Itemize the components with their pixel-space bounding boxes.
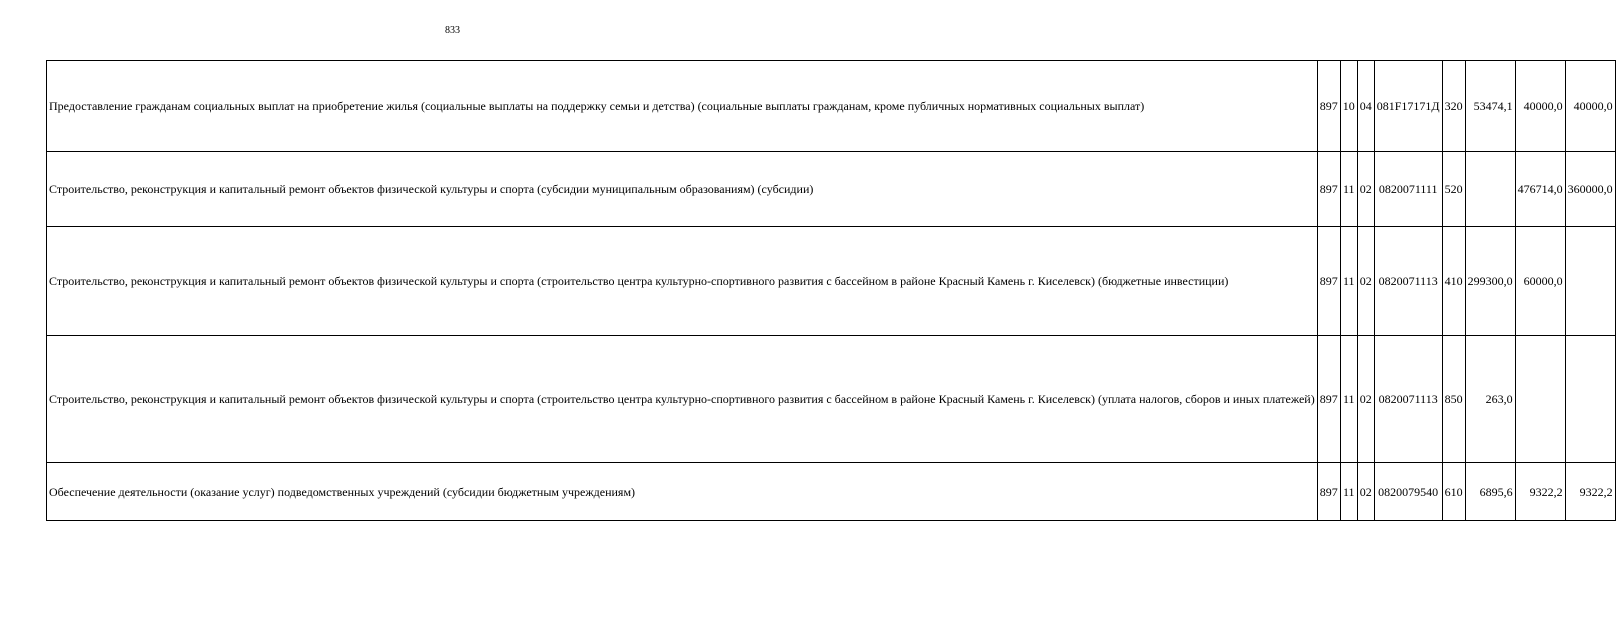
amount-year-2: 60000,0 [1515, 227, 1565, 336]
amount-year-1: 263,0 [1465, 336, 1515, 463]
table-row [47, 336, 1616, 463]
ministry-code: 897 [1317, 61, 1340, 152]
amount-year-2: 40000,0 [1515, 61, 1565, 152]
row-description: Обеспечение деятельности (оказание услуг) подведомственных учреждений (субсидии бюджетным учреждениям) [47, 463, 1318, 521]
target-article-code: 0820071111 [1374, 152, 1442, 227]
page-number: 833 [445, 25, 460, 36]
amount-year-3: 9322,2 [1565, 463, 1615, 521]
amount-year-2: 9322,2 [1515, 463, 1565, 521]
table-row [47, 61, 1616, 152]
row-description: Строительство, реконструкция и капитальный ремонт объектов физической культуры и спорта (строительство центра культурно-спортивного развития с бассейном в районе Красный Камень г. Киселевск) (бюджетные инвестиции) [47, 227, 1318, 336]
section-code: 11 [1340, 463, 1357, 521]
expense-type-code: 610 [1442, 463, 1465, 521]
ministry-code: 897 [1317, 152, 1340, 227]
target-article-code: 081F17171Д [1374, 61, 1442, 152]
subsection-code: 02 [1357, 152, 1374, 227]
subsection-code: 02 [1357, 336, 1374, 463]
expense-type-code: 410 [1442, 227, 1465, 336]
subsection-code: 02 [1357, 463, 1374, 521]
amount-year-3 [1565, 336, 1615, 463]
subsection-code: 02 [1357, 227, 1374, 336]
amount-year-3: 40000,0 [1565, 61, 1615, 152]
target-article-code: 0820071113 [1374, 336, 1442, 463]
amount-year-1: 53474,1 [1465, 61, 1515, 152]
amount-year-3: 360000,0 [1565, 152, 1615, 227]
amount-year-2: 476714,0 [1515, 152, 1565, 227]
target-article-code: 0820079540 [1374, 463, 1442, 521]
expense-type-code: 320 [1442, 61, 1465, 152]
target-article-code: 0820071113 [1374, 227, 1442, 336]
table-row [47, 463, 1616, 521]
amount-year-3 [1565, 227, 1615, 336]
expense-type-code: 850 [1442, 336, 1465, 463]
ministry-code: 897 [1317, 463, 1340, 521]
ministry-code: 897 [1317, 336, 1340, 463]
row-description: Строительство, реконструкция и капитальный ремонт объектов физической культуры и спорта (субсидии муниципальным образованиям) (субсидии) [47, 152, 1318, 227]
table-row [47, 227, 1616, 336]
section-code: 11 [1340, 336, 1357, 463]
row-description: Строительство, реконструкция и капитальный ремонт объектов физической культуры и спорта (строительство центра культурно-спортивного развития с бассейном в районе Красный Камень г. Киселевск) (уплата налогов, сборов и иных платежей) [47, 336, 1318, 463]
amount-year-1: 299300,0 [1465, 227, 1515, 336]
table-row [47, 152, 1616, 227]
section-code: 10 [1340, 61, 1357, 152]
budget-table [46, 60, 1616, 521]
expense-type-code: 520 [1442, 152, 1465, 227]
amount-year-2 [1515, 336, 1565, 463]
section-code: 11 [1340, 227, 1357, 336]
section-code: 11 [1340, 152, 1357, 227]
amount-year-1 [1465, 152, 1515, 227]
subsection-code: 04 [1357, 61, 1374, 152]
ministry-code: 897 [1317, 227, 1340, 336]
row-description: Предоставление гражданам социальных выплат на приобретение жилья (социальные выплаты на поддержку семьи и детства) (социальные выплаты гражданам, кроме публичных нормативных социальных выплат) [47, 61, 1318, 152]
amount-year-1: 6895,6 [1465, 463, 1515, 521]
